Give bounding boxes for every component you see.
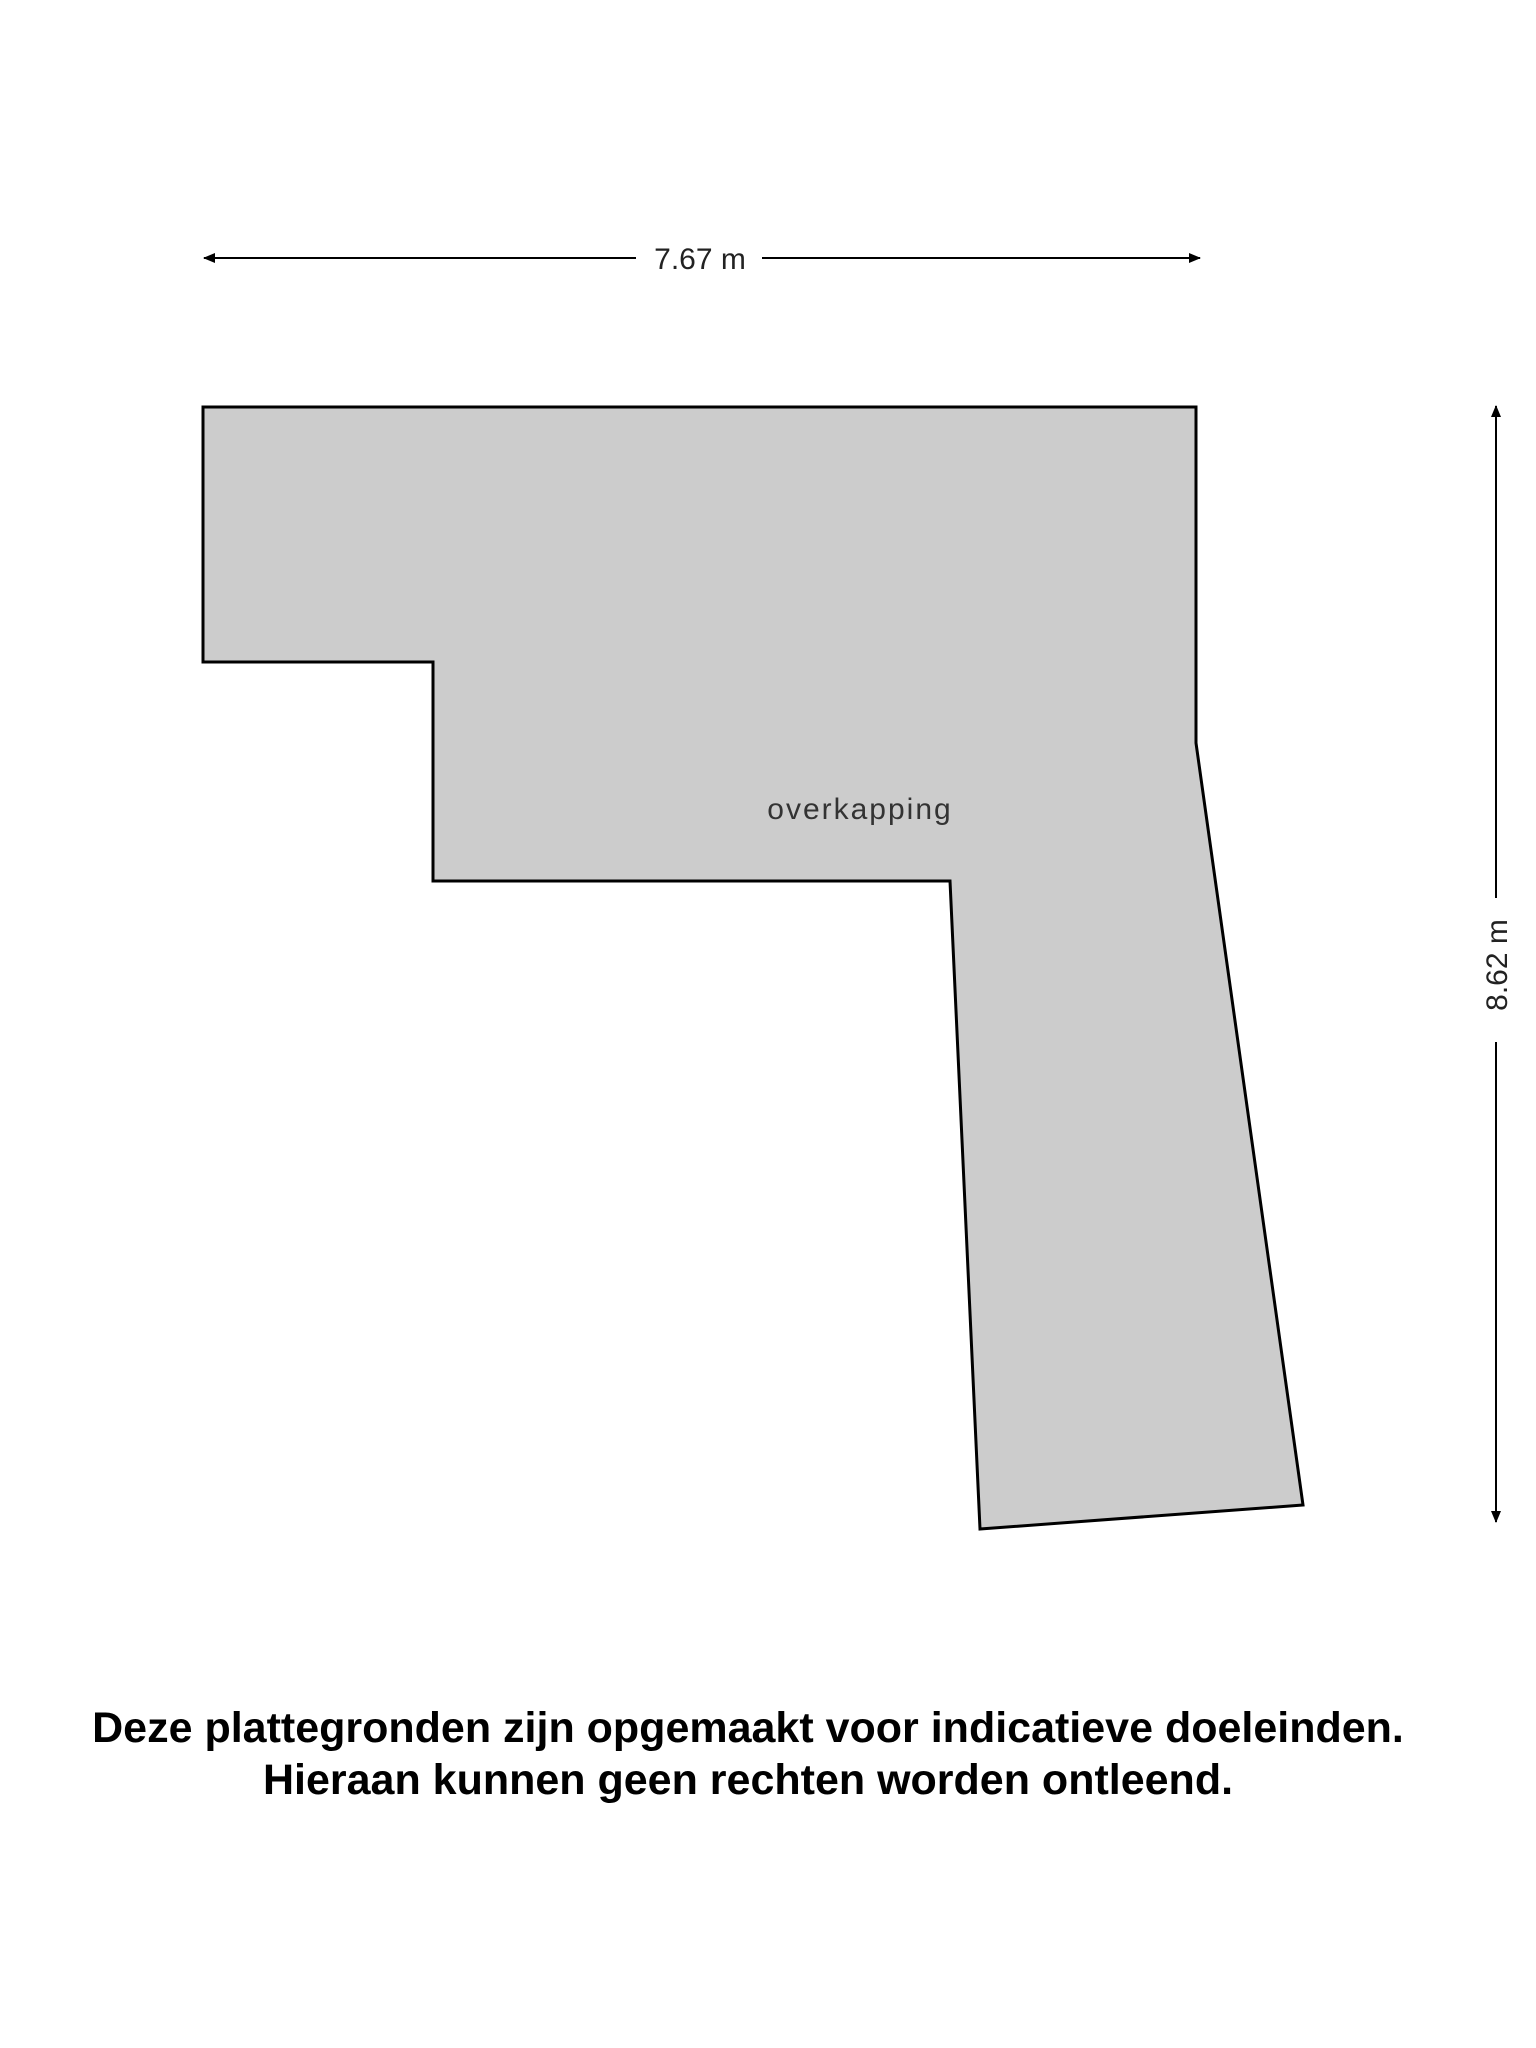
height-dimension [1481,406,1514,1522]
width-dimension-label: 7.67 m [654,243,746,276]
width-dimension [204,243,1200,276]
room-label: overkapping [767,793,953,826]
disclaimer-line-1: Deze plattegronden zijn opgemaakt voor indicatieve doeleinden. [92,1704,1404,1752]
disclaimer-line-2: Hieraan kunnen geen rechten worden ontleend. [262,1756,1234,1804]
height-dimension-label: 8.62 m [1481,919,1514,1011]
room-overkapping-shape [203,407,1303,1529]
